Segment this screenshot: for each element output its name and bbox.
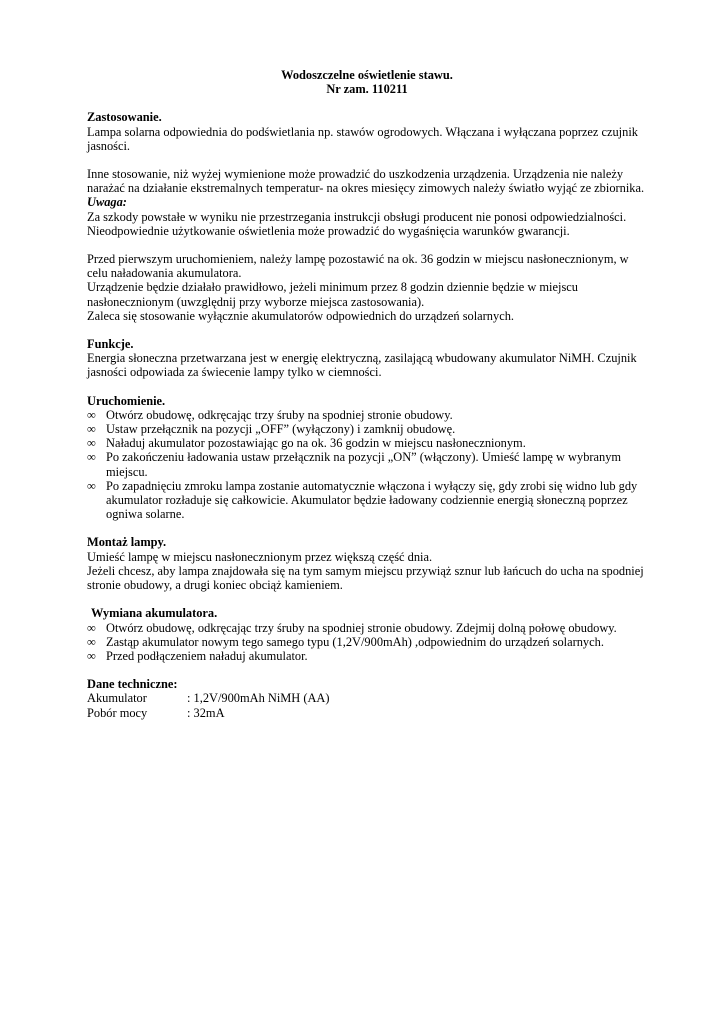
list-item <box>87 621 647 635</box>
document-body <box>87 68 647 720</box>
spec-key: Pobór mocy <box>87 705 148 720</box>
section-dane-techniczne <box>87 677 647 720</box>
paragraph: Lampa solarna odpowiednia do podświetlania np. stawów ogrodowych. Włączana i wyłączana poprzez czujnik jasności. <box>87 124 638 153</box>
heading-uruchomienie: Uruchomienie. <box>87 393 166 408</box>
heading-zastosowanie: Zastosowanie. <box>87 110 162 125</box>
infinity-bullet-icon: ∞ <box>87 634 96 649</box>
spec-value: : 32mA <box>187 705 225 720</box>
section-funkcje <box>87 337 647 380</box>
section-montaz <box>87 535 647 592</box>
infinity-bullet-icon: ∞ <box>87 436 96 451</box>
spec-key: Akumulator <box>87 691 147 706</box>
infinity-bullet-icon: ∞ <box>87 422 96 437</box>
section-zastosowanie <box>87 110 647 323</box>
list-item <box>87 436 647 450</box>
list-item-text: Po zapadnięciu zmroku lampa zostanie automatycznie włączona i wyłączy się, gdy zrobi się widno lub gdy akumulator rozładuje się całkowicie. Akumulator będzie ładowany codziennie energią słoneczną poprzez ogniwa solarne. <box>106 478 638 522</box>
paragraph: Zaleca się stosowanie wyłącznie akumulatorów odpowiednich do urządzeń solarnych. <box>87 308 514 323</box>
list-item <box>87 635 647 649</box>
list-item-text: Ustaw przełącznik na pozycji „OFF” (wyłączony) i zamknij obudowę. <box>106 422 456 437</box>
list-item-text: Naładuj akumulator pozostawiając go na ok. 36 godzin w miejscu nasłonecznionym. <box>106 436 526 451</box>
document-title <box>87 68 647 96</box>
infinity-bullet-icon: ∞ <box>87 648 96 663</box>
title-line-1: Wodoszczelne oświetlenie stawu. <box>281 68 453 82</box>
paragraph: Inne stosowanie, niż wyżej wymienione może prowadzić do uszkodzenia urządzenia. Urządzenia nie należy narażać na działanie ekstremalnych temperatur- na okres miesięcy zimowych należy światło wyjąć ze zbiornika. <box>87 167 645 196</box>
paragraph: Nieodpowiednie użytkowanie oświetlenia może prowadzić do wygaśnięcia warunków gwarancji. <box>87 223 570 238</box>
list-item <box>87 450 647 478</box>
list-item <box>87 479 647 522</box>
paragraph: Jeżeli chcesz, aby lampa znajdowała się na tym samym miejscu przywiąż sznur lub łańcuch do ucha na spodniej stronie obudowy, a drugi koniec obciąż kamieniem. <box>87 563 644 593</box>
list-item-text: Po zakończeniu ładowania ustaw przełącznik na pozycji „ON” (włączony). Umieść lampę w wybranym miejscu. <box>106 450 622 479</box>
heading-dane-techniczne: Dane techniczne: <box>87 677 178 692</box>
table-row <box>87 691 330 705</box>
list-item <box>87 408 647 422</box>
startup-steps-list <box>87 408 647 522</box>
paragraph: Przed pierwszym uruchomieniem, należy lampę pozostawić na ok. 36 godzin w miejscu nasłonecznionym, w celu naładowania akumulatora. <box>87 252 629 281</box>
list-item <box>87 422 647 436</box>
infinity-bullet-icon: ∞ <box>87 620 96 635</box>
heading-funkcje: Funkcje. <box>87 337 134 352</box>
list-item-text: Przed podłączeniem naładuj akumulator. <box>106 648 308 663</box>
list-item-text: Otwórz obudowę, odkręcając trzy śruby na spodniej stronie obudowy. <box>106 407 453 422</box>
heading-montaz: Montaż lampy. <box>87 535 167 550</box>
list-item <box>87 649 647 663</box>
infinity-bullet-icon: ∞ <box>87 450 96 465</box>
section-uruchomienie <box>87 394 647 522</box>
table-row <box>87 706 330 720</box>
battery-replacement-list <box>87 621 647 664</box>
infinity-bullet-icon: ∞ <box>87 407 96 422</box>
paragraph: Za szkody powstałe w wyniku nie przestrzegania instrukcji obsługi producent nie ponosi odpowiedzialności. <box>87 209 627 224</box>
spec-value: : 1,2V/900mAh NiMH (AA) <box>187 691 330 706</box>
paragraph: Urządzenie będzie działało prawidłowo, jeżeli minimum przez 8 godzin dziennie będzie w miejscu nasłonecznionym (uwzględnij przy wyborze miejsca zastosowania). <box>87 280 578 309</box>
paragraph: Energia słoneczna przetwarzana jest w energię elektryczną, zasilającą wbudowany akumulator NiMH. Czujnik jasności odpowiada za świecenie lampy tylko w ciemności. <box>87 351 637 380</box>
warning-label: Uwaga: <box>87 195 127 210</box>
section-wymiana <box>87 606 647 663</box>
list-item-text: Otwórz obudowę, odkręcając trzy śruby na spodniej stronie obudowy. Zdejmij dolną połowę obudowy. <box>106 620 617 635</box>
paragraph: Umieść lampę w miejscu nasłonecznionym przez większą część dnia. <box>87 549 433 564</box>
list-item-text: Zastąp akumulator nowym tego samego typu (1,2V/900mAh) ,odpowiednim do urządzeń solarnych. <box>106 634 604 649</box>
infinity-bullet-icon: ∞ <box>87 478 96 493</box>
title-order-number: Nr zam. 110211 <box>326 82 408 97</box>
heading-wymiana: Wymiana akumulatora. <box>91 606 218 621</box>
specs-table <box>87 691 330 719</box>
